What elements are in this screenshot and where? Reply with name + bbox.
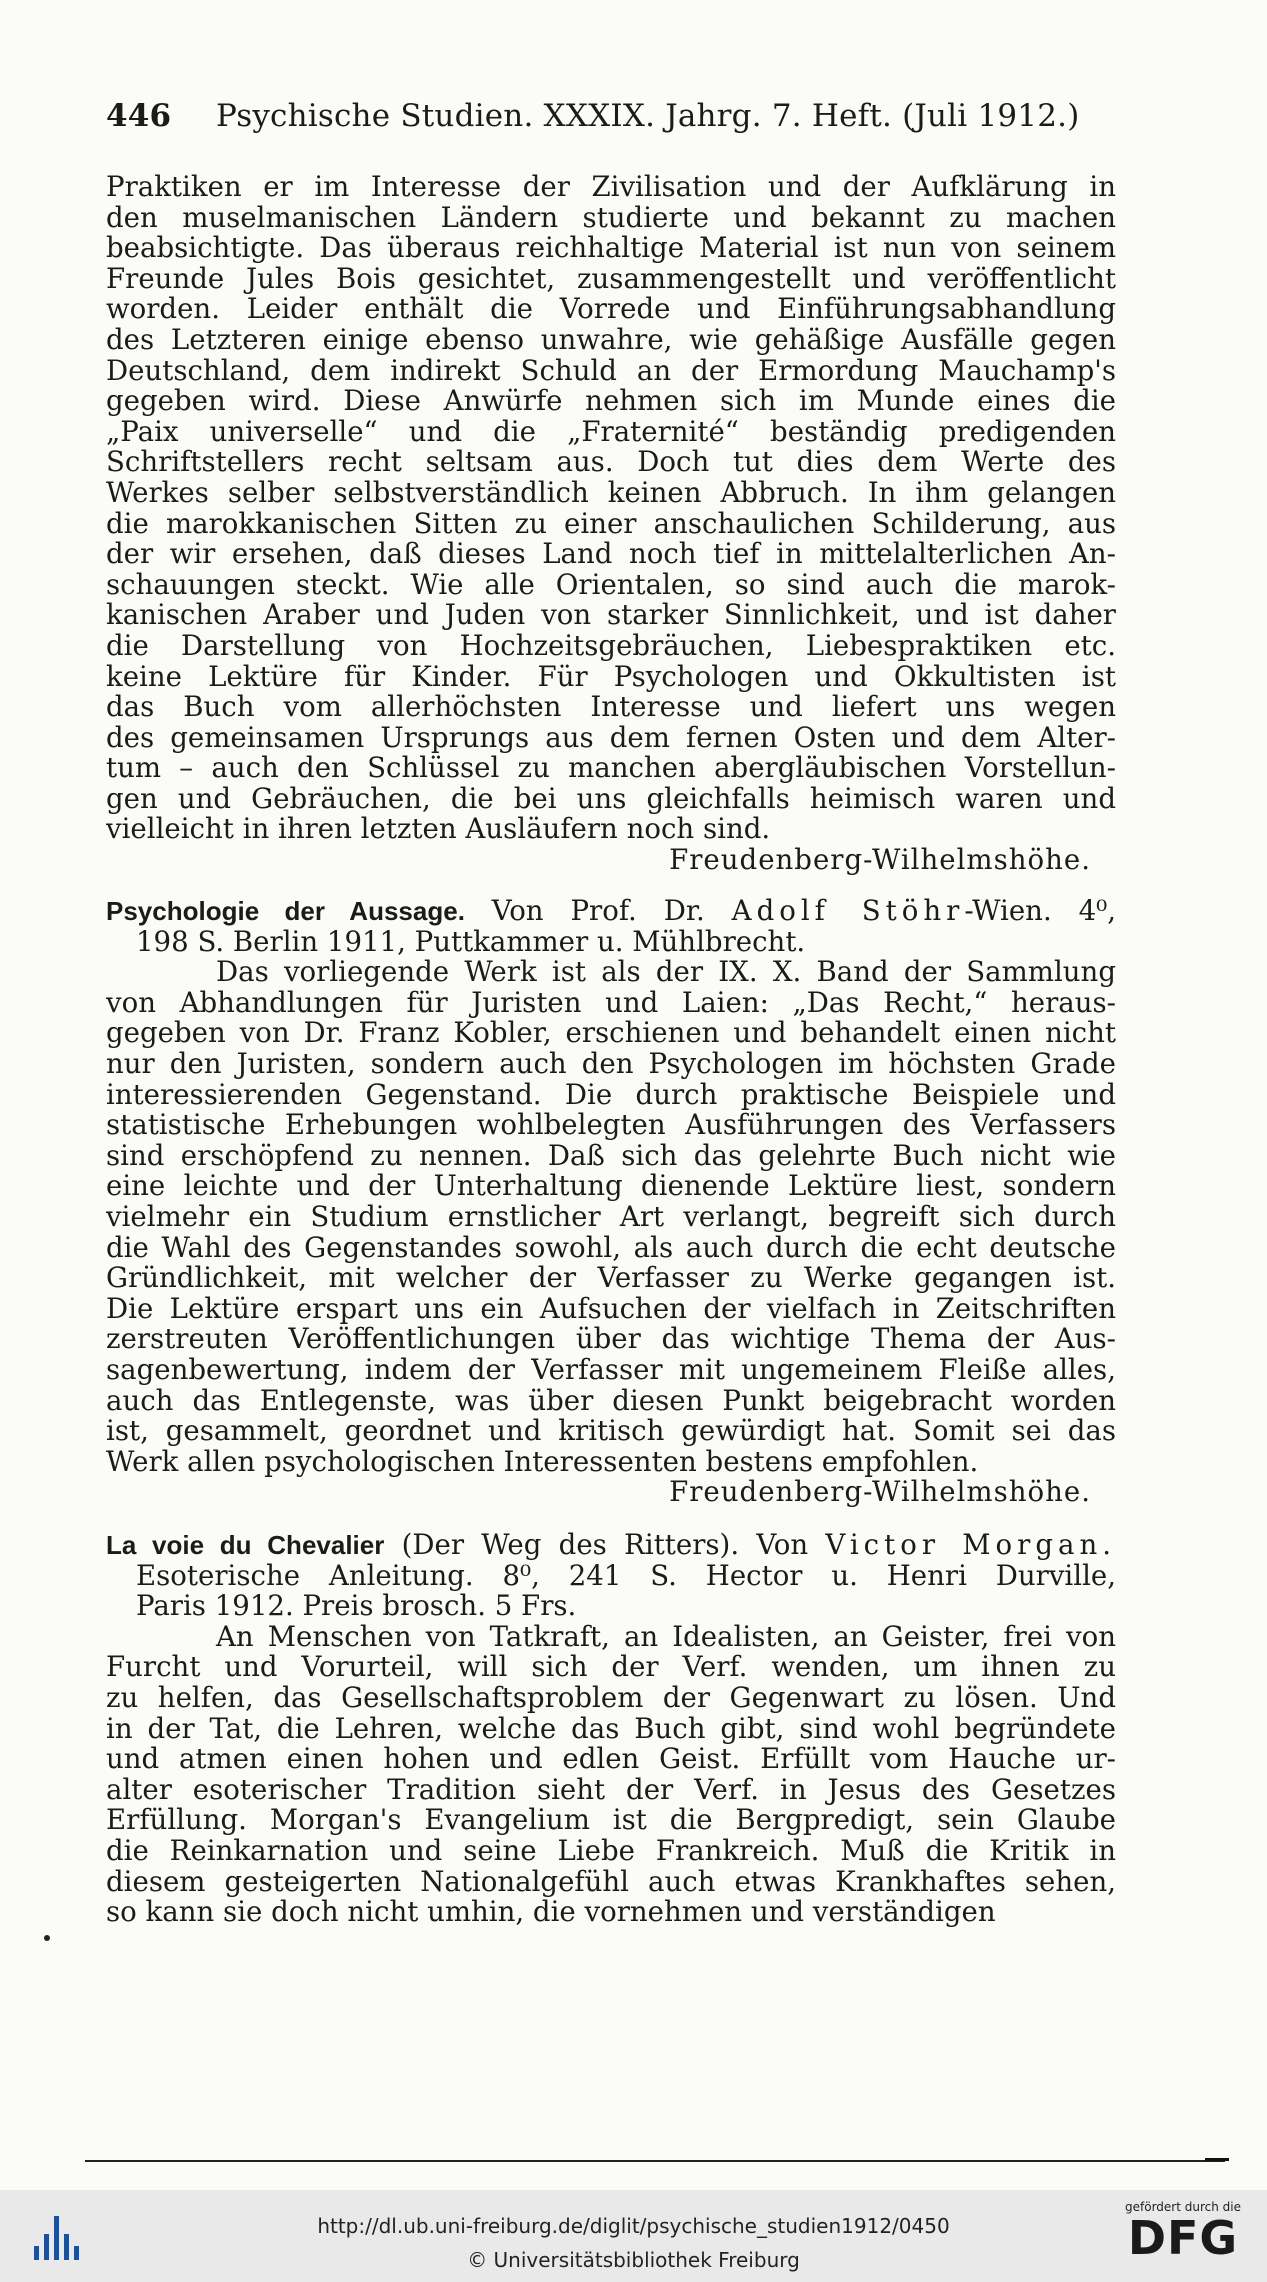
bottom-rule-tail (1205, 2158, 1229, 2161)
text-line: Furcht und Vorurteil, will sich der Verf. wenden, um ihnen zu (106, 1652, 1116, 1683)
text-line: zu helfen, das Gesellschaftsproblem der Gegenwart zu lösen. Und (106, 1682, 1116, 1714)
copyright-notice: © Universitätsbibliothek Freiburg (467, 2248, 800, 2272)
permalink-url[interactable]: http://dl.ub.uni-freiburg.de/diglit/psychische_studien1912/0450 (317, 2214, 950, 2238)
dfg-funding-badge (1113, 2200, 1253, 2265)
text-line: Das vorliegende Werk ist als der IX. X. Band der Sammlung (216, 957, 1116, 988)
text-line: Praktiken er im Interesse der Zivilisation und der Aufklärung in (106, 172, 1116, 203)
text-line: gegeben von Dr. Franz Kobler, erschienen und behandelt einen nicht (106, 1018, 1116, 1049)
dfg-logo: DFG (1127, 2211, 1239, 2265)
text-line: kanischen Araber und Juden von starker Sinnlichkeit, und ist daher (106, 600, 1116, 631)
text-line: beabsichtigte. Das überaus reichhaltige Material ist nun von seinem (106, 233, 1116, 264)
text-line: Deutschland, dem indirekt Schuld an der Ermordung Mauchamp's (106, 355, 1116, 387)
review-title-line (106, 896, 1116, 927)
text-line: sind erschöpfend zu nennen. Daß sich das gelehrte Buch nicht wie (106, 1140, 1116, 1172)
text-line: vielleicht in ihren letzten Ausläufern noch sind. (106, 814, 771, 846)
text-line: Werk allen psychologischen Interessenten bestens empfohlen. (106, 1446, 979, 1478)
text-line: Erfüllung. Morgan's Evangelium ist die Bergpredigt, sein Glaube (106, 1805, 1116, 1836)
text-line: An Menschen von Tatkraft, an Idealisten, an Geister, frei von (216, 1621, 1116, 1653)
text-line: des gemeinsamen Ursprungs aus dem fernen Osten und dem Alter- (106, 722, 1116, 754)
text-line: interessierenden Gegenstand. Die durch praktische Beispiele und (106, 1079, 1116, 1111)
byline-suffix: -Wien. 4⁰, (964, 896, 1116, 927)
publication-details-2: Paris 1912. Preis brosch. 5 Frs. (136, 1591, 577, 1622)
review-title-line (106, 1530, 1116, 1561)
text-line: die Darstellung von Hochzeitsgebräuchen, Liebespraktiken etc. (106, 630, 1116, 662)
page-number: 446 (106, 98, 172, 134)
margin-mark (44, 1935, 50, 1941)
publication-details: Esoterische Anleitung. 8⁰, 241 S. Hector u. Henri Durville, (136, 1560, 1116, 1592)
byline-prefix: Von Prof. Dr. (464, 896, 732, 927)
viewer-footer (0, 2190, 1267, 2282)
book-author: Victor Morgan. (825, 1530, 1116, 1561)
text-line: „Paix universelle“ und die „Fraternité“ beständig predigenden (106, 416, 1116, 448)
book-author: Adolf Stöhr (731, 896, 965, 927)
text-line: tum – auch den Schlüssel zu manchen abergläubischen Vorstellun- (106, 753, 1116, 784)
publication-details: 198 S. Berlin 1911, Puttkammer u. Mühlbrecht. (136, 926, 806, 958)
text-line: gen und Gebräuchen, die bei uns gleichfalls heimisch waren und (106, 783, 1116, 815)
text-line: und atmen einen hohen und edlen Geist. Erfüllt vom Hauche ur- (106, 1744, 1116, 1775)
text-line: die Wahl des Gegenstandes sowohl, als auch durch die echt deutsche (106, 1232, 1116, 1264)
review-psychologie-der-aussage (106, 896, 1116, 1508)
text-line: statistische Erhebungen wohlbelegten Ausführungen des Verfassers (106, 1110, 1116, 1141)
text-line: die Reinkarnation und seine Liebe Frankreich. Muß die Kritik in (106, 1835, 1116, 1867)
text-line: nur den Juristen, sondern auch den Psychologen im höchsten Grade (106, 1048, 1116, 1080)
text-line: Schriftstellers recht seltsam aus. Doch tut dies dem Werte des (106, 447, 1116, 478)
review-continuation (106, 172, 1116, 876)
text-line: auch das Entlegenste, was über diesen Punkt beigebracht worden (106, 1385, 1116, 1417)
text-line: alter esoterischer Tradition sieht der Verf. in Jesus des Gesetzes (106, 1774, 1116, 1806)
book-title: La voie du Chevalier (106, 1530, 385, 1560)
text-line: Gründlichkeit, mit welcher der Verfasser zu Werke gegangen ist. (106, 1263, 1116, 1294)
text-line: sagenbewertung, indem der Verfasser mit ungemeinem Fleiße alles, (106, 1354, 1116, 1386)
review-signature: Freudenberg-Wilhelmshöhe. (669, 845, 1091, 876)
text-line: so kann sie doch nicht umhin, die vornehmen und verständigen (106, 1897, 996, 1928)
text-line: keine Lektüre für Kinder. Für Psychologen und Okkultisten ist (106, 661, 1116, 693)
text-line: zerstreuten Veröffentlichungen über das wichtige Thema der Aus- (106, 1324, 1116, 1355)
text-line: den muselmanischen Ländern studierte und bekannt zu machen (106, 202, 1116, 234)
text-line: Die Lektüre erspart uns ein Aufsuchen der vielfach in Zeitschriften (106, 1293, 1116, 1325)
text-line: in der Tat, die Lehren, welche das Buch gibt, sind wohl begründete (106, 1713, 1116, 1745)
text-line: ist, gesammelt, geordnet und kritisch gewürdigt hat. Somit sei das (106, 1416, 1116, 1447)
text-line: vielmehr ein Studium ernstlicher Art verlangt, begreift sich durch (106, 1201, 1116, 1233)
running-title: Psychische Studien. XXXIX. Jahrg. 7. Heft. (Juli 1912.) (216, 98, 1080, 134)
text-line: das Buch vom allerhöchsten Interesse und liefert uns wegen (106, 692, 1116, 723)
bottom-rule (85, 2160, 1225, 2162)
review-la-voie-du-chevalier (106, 1530, 1116, 1928)
text-line: der wir ersehen, daß dieses Land noch tief in mittelalterlichen An- (106, 539, 1116, 570)
text-line: gegeben wird. Diese Anwürfe nehmen sich im Munde eines die (106, 386, 1116, 417)
text-line: des Letzteren einige ebenso unwahre, wie gehäßige Ausfälle gegen (106, 324, 1116, 356)
text-line: eine leichte und der Unterhaltung dienende Lektüre liest, sondern (106, 1171, 1116, 1202)
text-line: die marokkanischen Sitten zu einer anschaulichen Schilderung, aus (106, 508, 1116, 540)
text-line: schauungen steckt. Wie alle Orientalen, so sind auch die marok- (106, 569, 1116, 601)
dfg-caption: gefördert durch die (1125, 2200, 1241, 2214)
text-line: Freunde Jules Bois gesichtet, zusammengestellt und veröffentlicht (106, 263, 1116, 295)
text-line: diesem gesteigerten Nationalgefühl auch etwas Krankhaftes sehen, (106, 1866, 1116, 1898)
review-signature: Freudenberg-Wilhelmshöhe. (669, 1477, 1091, 1508)
text-line: worden. Leider enthält die Vorrede und Einführungsabhandlung (106, 294, 1116, 325)
byline-prefix: (Der Weg des Ritters). Von (384, 1530, 826, 1561)
book-title: Psychologie der Aussage. (106, 896, 465, 926)
page-header (106, 98, 1116, 134)
text-line: von Abhandlungen für Juristen und Laien: „Das Recht,“ heraus- (106, 987, 1116, 1019)
text-line: Werkes selber selbstverständlich keinen Abbruch. In ihm gelangen (106, 477, 1116, 509)
